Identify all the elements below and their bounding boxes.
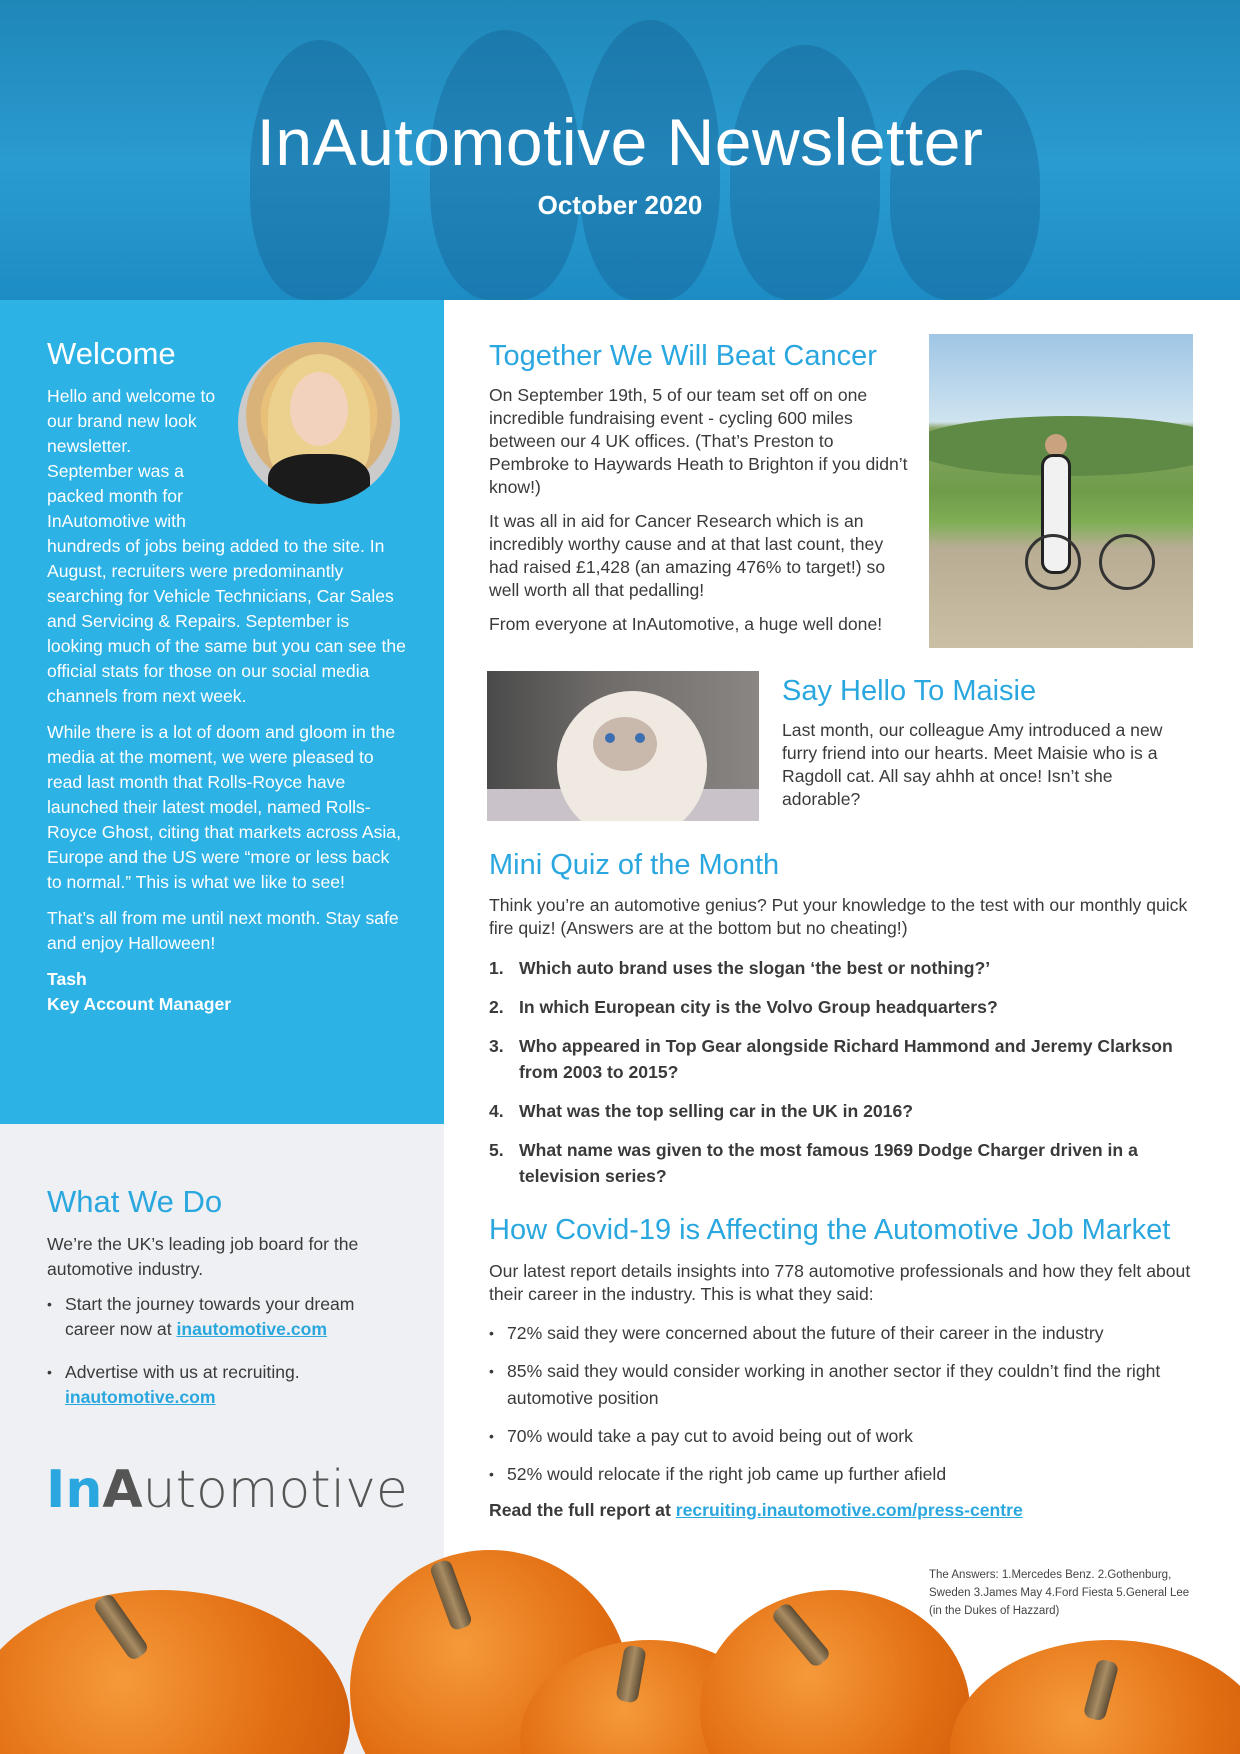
maisie-text: Last month, our colleague Amy introduced a new furry friend into our hearts. Meet Maisie who is a Ragdoll cat. All say ahhh at once! Isn’t she adorable? [782, 720, 1163, 809]
quiz-number: 3. [489, 1036, 504, 1056]
quiz-question-text: In which European city is the Volvo Group headquarters? [519, 997, 998, 1017]
welcome-paragraph-3: That’s all from me until next month. Stay safe and enjoy Halloween! [47, 908, 399, 953]
kitten-face [593, 717, 657, 771]
quiz-answers: The Answers: 1.Mercedes Benz. 2.Gothenburg, Sweden 3.James May 4.Ford Fiesta 5.General Lee (in the Dukes of Hazzard) [929, 1569, 1190, 1617]
read-full-report [489, 1500, 1023, 1521]
quiz-question-text: Which auto brand uses the slogan ‘the best or nothing?’ [519, 958, 991, 978]
quiz-number: 5. [489, 1140, 504, 1160]
what-we-do-item-2-text: Advertise with us at recruiting. [65, 1362, 300, 1382]
cancer-heading: Together We Will Beat Cancer [489, 340, 877, 372]
pumpkin [0, 1590, 350, 1754]
logo-in: In [46, 1460, 103, 1520]
welcome-paragraph-2: While there is a lot of doom and gloom in the media at the moment, we were pleased to read last month that Rolls-Royce have launched their latest model, named Rolls-Royce Ghost, citing that markets across Asia, Europe and the US were “more or less back to normal.” This is what we like to see! [47, 722, 401, 892]
kitten-eye [605, 733, 615, 743]
quiz-question-text: Who appeared in Top Gear alongside Richard Hammond and Jeremy Clarkson from 2003 to 2015? [519, 1036, 1173, 1082]
cancer-paragraph-2: It was all in aid for Cancer Research which is an incredibly worthy cause and at that last count, they had raised £1,428 (an amazing 476% to target!) so well worth all that pedalling! [489, 511, 886, 600]
quiz-question-text: What was the top selling car in the UK in 2016? [519, 1101, 913, 1121]
sign-role: Key Account Manager [47, 994, 232, 1014]
quiz-number: 1. [489, 958, 504, 978]
list-item: • 52% would relocate if the right job came up further afield [489, 1461, 1194, 1488]
quiz-heading: Mini Quiz of the Month [489, 849, 780, 881]
quiz-number: 4. [489, 1101, 504, 1121]
logo-rest: utomotive [142, 1460, 408, 1520]
recruiting-link[interactable]: inautomotive.com [65, 1387, 216, 1407]
avatar-spacer [217, 384, 407, 516]
read-full-label: Read the full report at [489, 1500, 671, 1520]
header-banner [0, 0, 1240, 300]
what-we-do-list [47, 1292, 407, 1428]
covid-heading: How Covid-19 is Affecting the Automotive Job Market [489, 1214, 1171, 1246]
kitten-photo [487, 671, 759, 821]
pumpkin-illustration [0, 1530, 1240, 1754]
bike-wheel [1099, 534, 1155, 590]
maisie-heading: Say Hello To Maisie [782, 675, 1037, 707]
press-centre-link[interactable]: recruiting.inautomotive.com/press-centre [675, 1500, 1023, 1520]
welcome-panel [0, 300, 444, 1124]
quiz-question [489, 994, 1194, 1020]
quiz-intro: Think you’re an automotive genius? Put your knowledge to the test with our monthly quick fire quiz! (Answers are at the bottom but no cheating!) [489, 895, 1188, 938]
quiz-question [489, 955, 1194, 981]
list-item [47, 1360, 407, 1410]
list-item [47, 1292, 407, 1342]
cyclist-photo [929, 334, 1193, 648]
quiz-question [489, 1137, 1194, 1189]
bike-wheel [1025, 534, 1081, 590]
cancer-paragraph-1: On September 19th, 5 of our team set off on one incredible fundraising event - cycling 600 miles between our 4 UK offices. (That’s Preston to Pembroke to Haywards Heath to Brighton if you didn’t know!) [489, 385, 908, 497]
logo-a: A [102, 1460, 143, 1520]
welcome-heading: Welcome [47, 336, 176, 371]
cancer-paragraph-3: From everyone at InAutomotive, a huge well done! [489, 614, 883, 634]
list-item: • 72% said they were concerned about the future of their career in the industry [489, 1320, 1194, 1347]
quiz-question-text: What name was given to the most famous 1969 Dodge Charger driven in a television series? [519, 1140, 1138, 1186]
kitten-eye [635, 733, 645, 743]
list-item: • 85% said they would consider working in another sector if they couldn’t find the right automotive position [489, 1358, 1194, 1412]
what-we-do-item-1-text: Start the journey towards your dream career now at [65, 1294, 355, 1339]
what-we-do-heading: What We Do [47, 1184, 223, 1219]
covid-points [489, 1320, 1194, 1499]
quiz-number: 2. [489, 997, 504, 1017]
newsletter-title: InAutomotive Newsletter [256, 105, 984, 179]
cancer-text [489, 384, 909, 647]
welcome-paragraph-1: Hello and welcome to our brand new look newsletter. September was a packed month for InAutomotive with hundreds of jobs being added to the site. In August, recruiters were predominantly searching for Vehicle Technicians, Car Sales and Servicing & Repairs. September is looking much of the same but you can see the official stats for those on our social media channels from next week. [47, 386, 406, 706]
quiz-questions [489, 955, 1194, 1202]
sign-name: Tash [47, 969, 87, 989]
quiz-question [489, 1033, 1194, 1085]
cyclist-head [1045, 434, 1067, 456]
what-we-do-intro: We’re the UK’s leading job board for the automotive industry. [47, 1234, 359, 1279]
covid-intro: Our latest report details insights into 778 automotive professionals and how they felt about their career in the industry. This is what they said: [489, 1261, 1191, 1304]
welcome-text [47, 384, 407, 1017]
quiz-question [489, 1098, 1194, 1124]
newsletter-date: October 2020 [537, 190, 703, 220]
inautomotive-link[interactable]: inautomotive.com [176, 1319, 328, 1339]
inautomotive-logo [46, 1460, 408, 1520]
list-item: • 70% would take a pay cut to avoid being out of work [489, 1423, 1194, 1450]
